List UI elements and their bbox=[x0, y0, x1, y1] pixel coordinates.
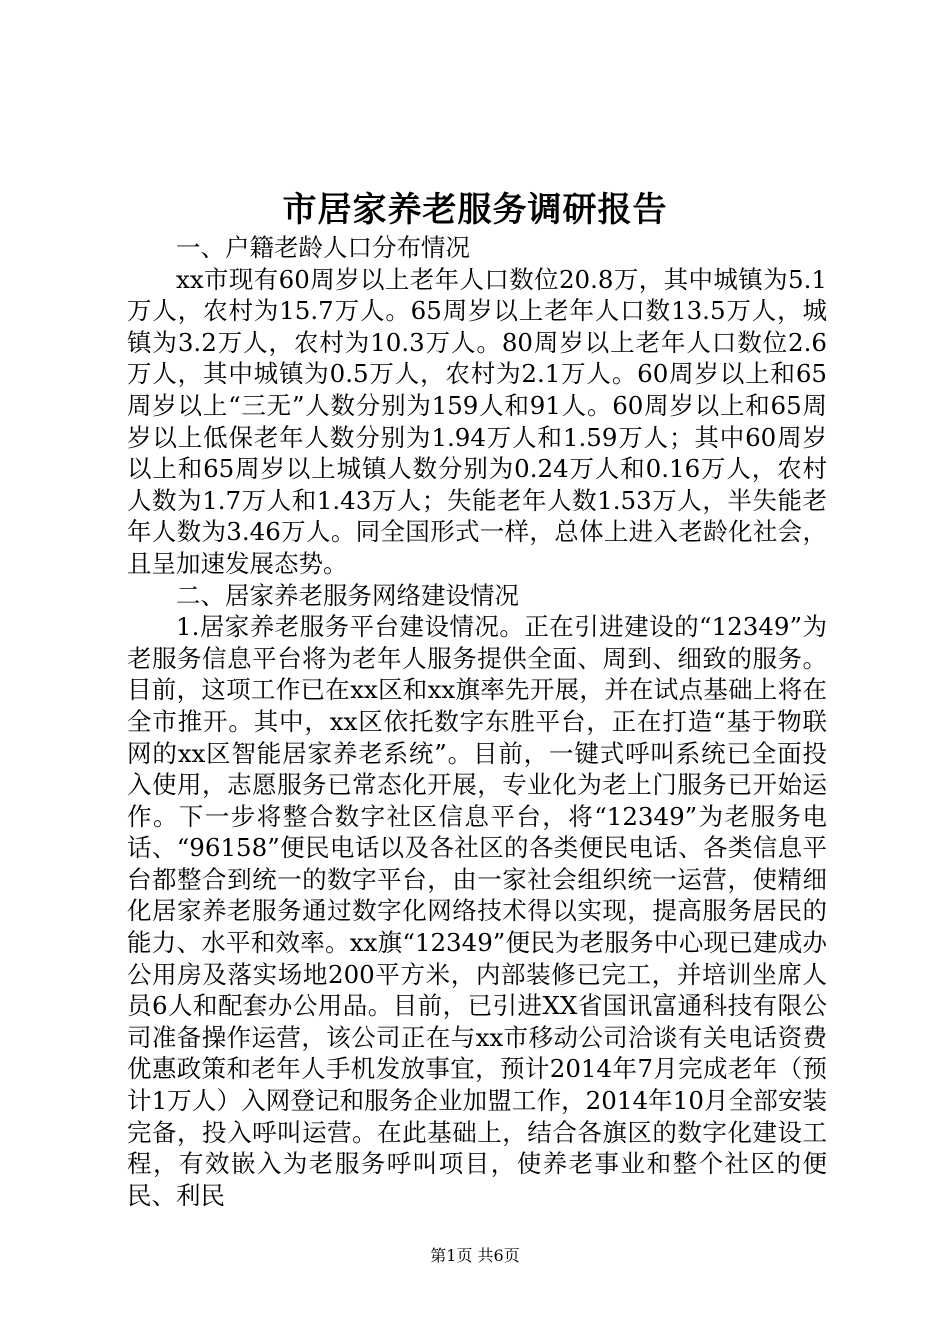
page-title: 市居家养老服务调研报告 bbox=[282, 190, 668, 230]
section-2-paragraph: 1.居家养老服务平台建设情况。正在引进建设的“12349”为老服务信息平台将为老年人服务提供全面、周到、细致的服务。目前，这项工作已在xx区和xx旗率先开展，并在试点基础上将在全市推开。其中，xx区依托数字东胜平台，正在打造“基于物联网的xx区智能居家养老系统”。目前，一键式呼叫系统已全面投入使用，志愿服务已常态化开展，专业化为老上门服务已开始运作。下一步将整合数字社区信息平台，将“12349”为老服务电话、“96158”便民电话以及各社区的各类便民电话、各类信息平台都整合到统一的数字平台，由一家社会组织统一运营，使精细化居家养老服务通过数字化网络技术得以实现，提高服务居民的能力、水平和效率。xx旗“12349”便民为老服务中心现已建成办公用房及落实场地200平方米，内部装修已完工，并培训坐席人员6人和配套办公用品。目前，已引进XX省国讯富通科技有限公司准备操作运营，该公司正在与xx市移动公司洽谈有关电话资费优惠政策和老年人手机发放事宜，预计2014年7月完成老年（预计1万人）入网登记和服务企业加盟工作，2014年10月全部安装完备，投入呼叫运营。在此基础上，结合各旗区的数字化建设工程，有效嵌入为老服务呼叫项目，使养老事业和整个社区的便民、利民 bbox=[127, 612, 827, 1210]
document-body bbox=[127, 232, 827, 1211]
page-footer: 第1页 共6页 bbox=[430, 1246, 520, 1265]
section-heading-1: 一、户籍老龄人口分布情况 bbox=[176, 233, 470, 262]
section-1-paragraph: xx市现有60周岁以上老年人口数位20.8万，其中城镇为5.1万人，农村为15.7万人。65周岁以上老年人口数13.5万人，城镇为3.2万人，农村为10.3万人。80周岁以上老年人口数位2.6万人，其中城镇为0.5万人，农村为2.1万人。60周岁以上和65周岁以上“三无”人数分别为159人和91人。60周岁以上和65周岁以上低保老年人数分别为1.94万人和1.59万人；其中60周岁以上和65周岁以上城镇人数分别为0.24万人和0.16万人，农村人数为1.7万人和1.43万人；失能老年人数1.53万人，半失能老年人数为3.46万人。同全国形式一样，总体上进入老龄化社会，且呈加速发展态势。 bbox=[127, 264, 827, 578]
section-heading-2: 二、居家养老服务网络建设情况 bbox=[176, 580, 519, 610]
